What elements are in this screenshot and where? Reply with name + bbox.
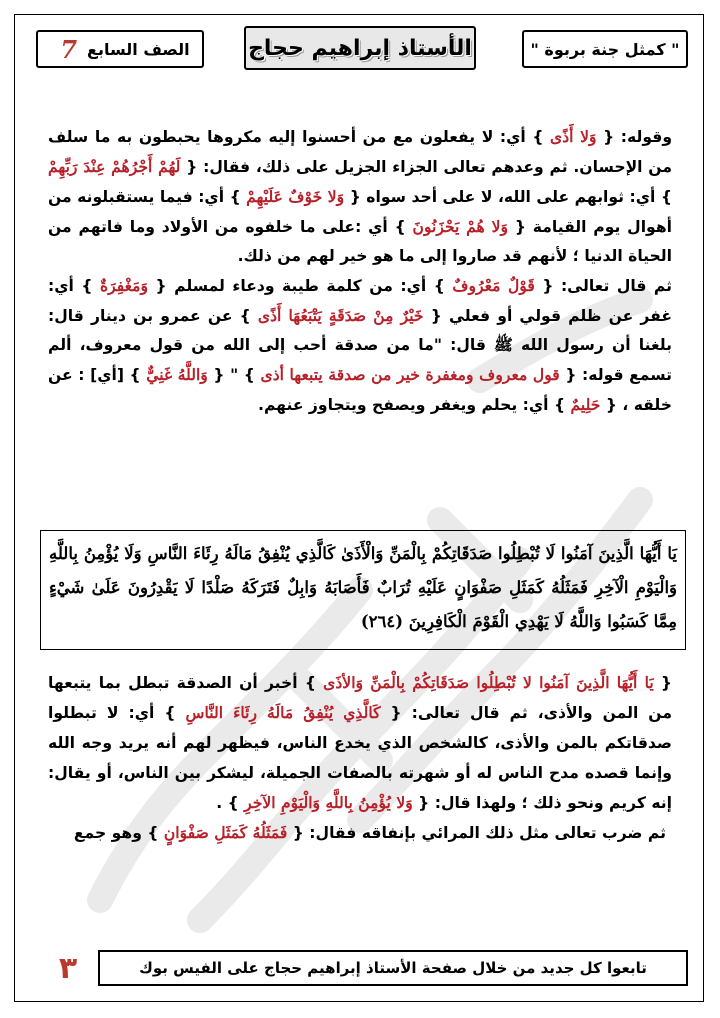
grade-number: 7	[60, 34, 78, 64]
quran-quote: وَلا أَذًى	[550, 127, 597, 146]
quran-quote: كَالَّذِي يُنْفِقُ مَالَهُ رِئَاءَ النَّاسِ	[185, 703, 381, 722]
text-segment: } أي: لا تبطلوا صدقاتكم بالمن والأذى، كالشخص الذي يخدع الناس، فيظهر لهم أنه يريد وجه الله وإنما قصده مدح الناس له أو شهرته بالصفات الجميلة، ليشكر بين الناس، أو يقال: إنه كريم ونحو ذلك ؛ ولهذا قال: {	[48, 704, 672, 812]
quran-quote: حَلِيمٌ	[570, 395, 601, 414]
text-segment: } وهو جمع	[73, 824, 164, 842]
paragraph	[48, 122, 672, 271]
text-segment: } أي: فيما يستقبلونه من أهوال يوم القيامة {	[48, 188, 672, 236]
book-title-box	[522, 30, 688, 68]
quran-quote: وَلا هُمْ يَحْزَنُونَ	[412, 217, 509, 236]
text-segment: } أي: غفر عن ظلم قولي أو فعلي {	[48, 277, 673, 325]
book-title: " كمثل جنة بربوة "	[530, 39, 680, 59]
paragraph	[48, 271, 672, 420]
paragraph	[48, 818, 672, 848]
text-segment: } " {	[207, 366, 261, 384]
quran-quote: يَا أَيُّهَا الَّذِينَ آمَنُوا لا تُبْطِلُوا صَدَقَاتِكُمْ بِالْمَنِّ وَالأذَى	[323, 673, 654, 692]
text-segment: } [أي] : عن خلقه ، {	[48, 366, 672, 414]
ayah-box	[40, 530, 686, 650]
text-segment: } أي: من كلمة طيبة ودعاء لمسلم {	[148, 277, 453, 295]
quran-quote: وَلا يُؤْمِنُ بِاللَّهِ وَالْيَوْمِ الآخِرِ	[244, 793, 413, 812]
grade-box	[36, 30, 204, 68]
quran-quote: قَوْلٌ مَعْرُوفٌ	[452, 276, 535, 295]
page-header	[36, 24, 688, 74]
grade-label: الصف السابع	[87, 39, 190, 59]
teacher-name-box	[244, 26, 476, 70]
page-number: ٣	[58, 950, 78, 986]
quran-quote: وَمَغْفِرَةٌ	[99, 276, 149, 295]
text-segment: } أي: ثوابهم على الله، لا على أحد سواه {	[344, 188, 673, 206]
text-segment: } أي: يحلم ويغفر ويصفح ويتجاوز عنهم.	[258, 396, 571, 414]
text-segment: وقوله: {	[596, 128, 673, 146]
follow-text: تابعوا كل جديد من خلال صفحة الأستاذ إبراهيم حجاج على الفيس بوك	[139, 959, 647, 977]
ayah-text: يَا أَيُّهَا الَّذِينَ آمَنُوا لَا تُبْطِلُوا صَدَقَاتِكُمْ بِالْمَنِّ وَالْأَذَىٰ كَالَّذِي يُنْفِقُ مَالَهُ رِئَاءَ النَّاسِ وَلَا يُؤْمِنُ بِاللَّهِ وَالْيَوْمِ الْآخِرِ فَمَثَلُهُ كَمَثَلِ صَفْوَانٍ عَلَيْهِ تُرَابٌ فَأَصَابَهُ وَابِلٌ فَتَرَكَهُ صَلْدًا لَا يَقْدِرُونَ عَلَىٰ شَيْءٍ مِمَّا كَسَبُوا وَاللَّهُ لَا يَهْدِي الْقَوْمَ الْكَافِرِينَ (٢٦٤)	[49, 544, 677, 631]
follow-box	[98, 950, 688, 986]
text-segment: } أي: لا يفعلون مع من أحسنوا إليه مكروها يحبطون به ما سلف من الإحسان. ثم وعدهم تعالى الجزاء الجزيل على ذلك، فقال: {	[48, 128, 672, 176]
explanation-section-1	[48, 122, 672, 420]
text-segment: ثم ضرب تعالى مثل ذلك المرائي بإنفاقه فقال: {	[287, 824, 666, 842]
text-segment: } عن عمرو بن دينار قال: بلغنا أن رسول الله ﷺ قال: "ما من صدقة أحب إلى الله من قول معروف، ألم تسمع قوله: {	[48, 307, 672, 384]
quran-quote: لَهُمْ أَجْرُهُمْ عِنْدَ رَبِّهِمْ	[48, 157, 181, 176]
quran-quote: وَلا خَوْفٌ عَلَيْهِمْ	[246, 187, 345, 206]
quran-quote: قول معروف ومغفرة خير من صدقة يتبعها أذى	[260, 365, 560, 384]
quran-quote: وَاللَّهُ غَنِيٌّ	[146, 365, 208, 384]
teacher-name: الأستاذ إبراهيم حجاج	[248, 35, 472, 61]
quran-quote: خَيْرٌ مِنْ صَدَقَةٍ يَتْبَعُهَا أَذًى	[257, 306, 424, 325]
text-segment: {	[653, 674, 672, 692]
text-segment: } أي :على ما خلفوه من الأولاد وما فاتهم من الحياة الدنيا ؛ لأنهم قد صاروا إلى ما هو خير لهم من ذلك.	[48, 218, 672, 265]
explanation-section-2	[48, 668, 672, 848]
text-segment: } أخبر أن الصدقة تبطل بما يتبعها من المن والأذى، ثم قال تعالى: {	[48, 674, 672, 722]
text-segment: } .	[216, 794, 245, 812]
page-footer	[36, 946, 688, 990]
text-segment: ثم قال تعالى: {	[534, 277, 672, 295]
paragraph	[48, 668, 672, 818]
quran-quote: فَمَثَلُهُ كَمَثَلِ صَفْوَانٍ	[163, 823, 288, 842]
